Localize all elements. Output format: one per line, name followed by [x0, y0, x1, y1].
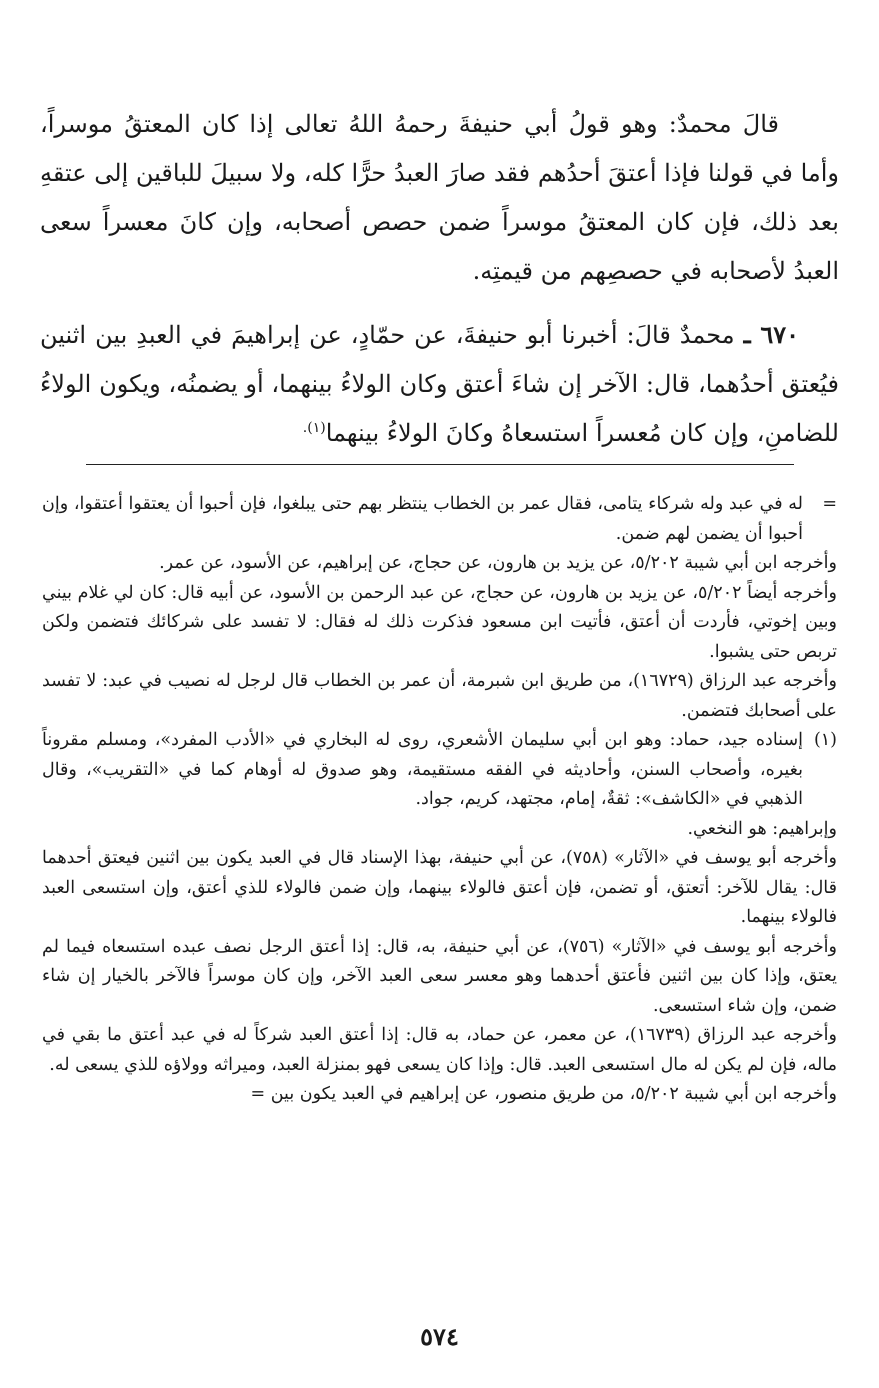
footnote-1	[42, 726, 837, 815]
footnote-continuation	[42, 490, 837, 549]
footnote-paragraph: وأخرجه أبو يوسف في «الآثار» (٧٥٦)، عن أبي حنيفة، به، قال: إذا أعتق الرجل نصف عبده استسعاه فيما لم يعتق، وإذا كان بين اثنين فأعتق أحدهما وهو معسر سعى العبد الآخر، وإن كان موسراً فالآخر بالخيار إن شاء ضمن، وإن شاء استسعى.	[42, 936, 837, 1016]
footnote-paragraph: وأخرجه عبد الرزاق (١٦٧٣٩)، عن معمر، عن حماد، به قال: إذا أعتق العبد شركاً له في عبد أعتق ما بقي في ماله، فإن لم يكن له مال استسعى العبد. قال: وإذا كان يسعى فهو بمنزلة العبد، وميراثه وولاؤه للذي يسعى له.	[42, 1025, 837, 1075]
page-number: ٥٧٤	[420, 1322, 459, 1351]
footnote-paragraph: وأخرجه ابن أبي شيبة ٥/٢٠٢، عن يزيد بن هارون، عن حجاج، عن إبراهيم، عن الأسود، عن عمر.	[159, 553, 837, 573]
footnote-paragraph: وأخرجه أيضاً ٥/٢٠٢، عن يزيد بن هارون، عن حجاج، عن عبد الرحمن بن الأسود، عن أبيه قال: كان لي غلام بيني وبين إخوتي، فأردت أن أعتق، فأتيت ابن مسعود فذكرت ذلك له فقال: لا تفسد على شركائك فتضمن ولكن تربص حتى يشبوا.	[42, 582, 837, 662]
footnote-paragraph: وإبراهيم: هو النخعي.	[687, 818, 837, 839]
footnote-paragraph: وأخرجه أبو يوسف في «الآثار» (٧٥٨)، عن أبي حنيفة، بهذا الإسناد قال في العبد يكون بين اثنين فيعتق أحدهما قال: يقال للآخر: أتعتق، أو تضمن، فإن أعتق فالولاء بينهما، وإن ضمن فالولاء للذي أعتق، وإن استسعى العبد فالولاء بينهما.	[42, 848, 837, 927]
footnote-continuation-text: له في عبد وله شركاء يتامى، فقال عمر بن الخطاب ينتظر بهم حتى يبلغوا، فإن أحبوا أن يعتقوا أعتقوا، وإن أحبوا أن يضمن لهم ضمن.	[42, 494, 803, 544]
footnote-1-marker: (١)	[813, 730, 837, 750]
footnote-separator	[86, 464, 794, 465]
footnote-paragraph: وأخرجه عبد الرزاق (١٦٧٢٩)، من طريق ابن شبرمة، أن عمر بن الخطاب قال لرجل له نصيب في عبد: لا تفسد على أصحابك فتضمن.	[42, 671, 837, 721]
footnotes	[42, 490, 837, 1110]
body-paragraph-1: قالَ محمدٌ: وهو قولُ أبي حنيفةَ رحمهُ اللهُ تعالى إذا كان المعتقُ موسراً، وأما في قولنا فإذا أعتقَ أحدُهم فقد صارَ العبدُ حرًّا كله، ولا سبيلَ للباقين إلى عتقهِ بعد ذلك، فإن كان المعتقُ موسراً ضمن حصص أصحابه، وإن كانَ معسراً سعى العبدُ لأصحابه في حصصِهم من قيمتِه.	[40, 110, 839, 285]
continuation-marker: =	[822, 494, 837, 514]
body-paragraph-2	[40, 310, 839, 458]
footnote-paragraph: وأخرجه ابن أبي شيبة ٥/٢٠٢، من طريق منصور، عن إبراهيم في العبد يكون بين =	[250, 1084, 837, 1104]
footnote-1-text: إسناده جيد، حماد: وهو ابن أبي سليمان الأشعري، روى له البخاري في «الأدب المفرد»، ومسلم مقروناً بغيره، وأصحاب السنن، وأحاديثه في الفقه مستقيمة، وهو صدوق له أوهام كما في «التقريب»، وقال الذهبي في «الكاشف»: ثقةٌ، إمام، مجتهد، كريم، جواد.	[42, 730, 803, 809]
body-paragraph-2-text: محمدٌ قالَ: أخبرنا أبو حنيفةَ، عن حمّادٍ، عن إبراهيمَ في العبدِ بين اثنين فيُعتق أحدُهما، قال: الآخر إن شاءَ أعتق وكان الولاءُ بينهما، أو يضمنُه، ويكون الولاءُ للضامنِ، وإن كان مُعسراً استسعاهُ وكانَ الولاءُ بينهما	[40, 321, 840, 447]
footnote-reference: (١).	[302, 420, 326, 436]
hadith-number: ٦٧٠ ـ	[743, 320, 799, 349]
main-text	[40, 100, 839, 458]
